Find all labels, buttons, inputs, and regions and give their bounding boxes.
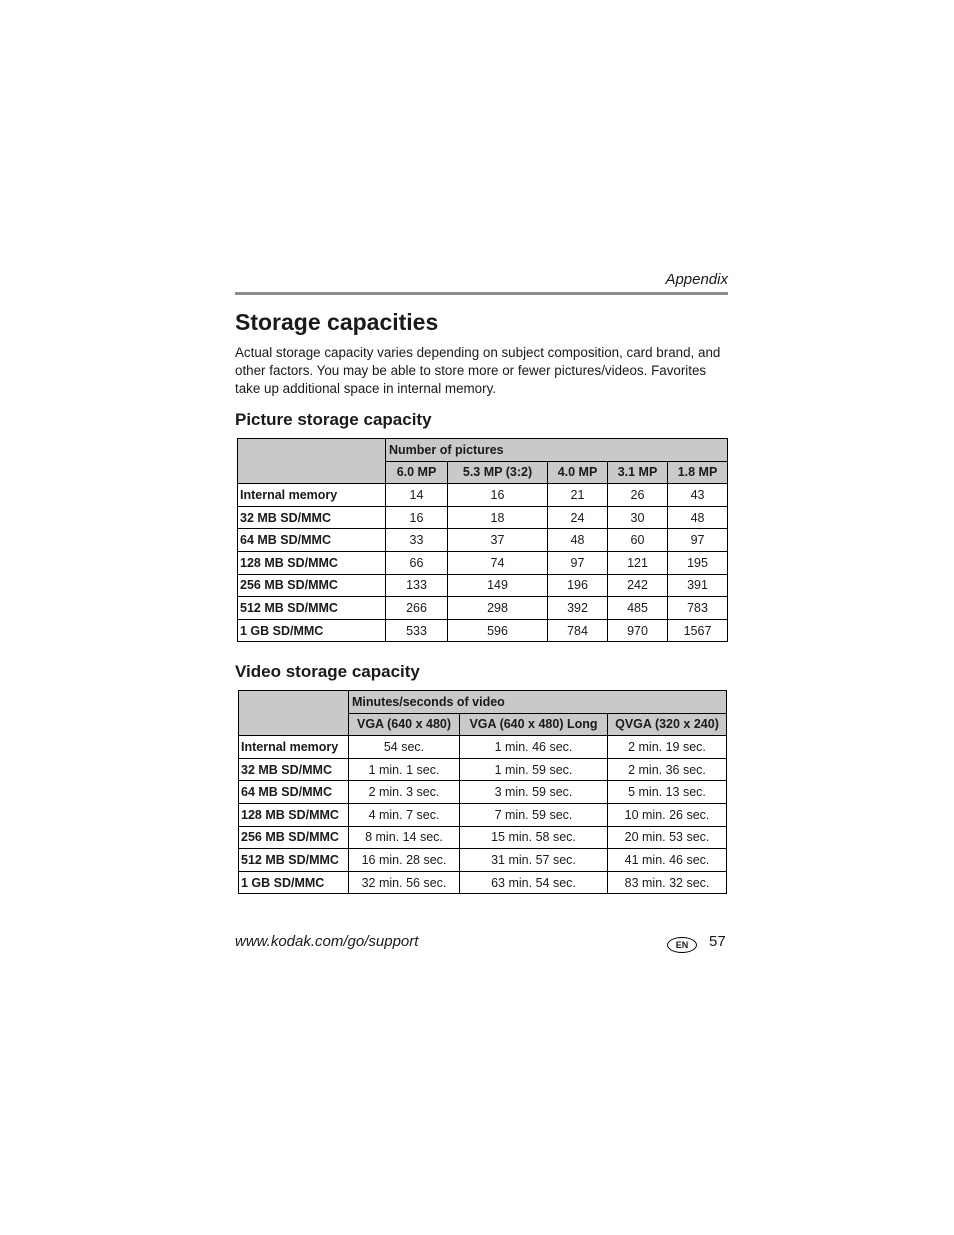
table-cell: 195 (668, 551, 728, 574)
column-header: 4.0 MP (548, 461, 608, 484)
table-cell: 37 (448, 529, 548, 552)
table-cell: 2 min. 36 sec. (608, 758, 727, 781)
row-label: 512 MB SD/MMC (239, 849, 349, 872)
table-cell: 392 (548, 597, 608, 620)
table-cell: 16 min. 28 sec. (349, 849, 460, 872)
table-cell: 30 (608, 506, 668, 529)
table-cell: 21 (548, 484, 608, 507)
table-corner-cell (238, 439, 386, 484)
row-label: Internal memory (239, 736, 349, 759)
column-header: VGA (640 x 480) (349, 713, 460, 736)
table-cell: 97 (548, 551, 608, 574)
table-cell: 33 (386, 529, 448, 552)
table-cell: 43 (668, 484, 728, 507)
table-cell: 14 (386, 484, 448, 507)
picture-storage-table (237, 438, 728, 642)
table-cell: 3 min. 59 sec. (460, 781, 608, 804)
table-cell: 18 (448, 506, 548, 529)
row-label: 32 MB SD/MMC (238, 506, 386, 529)
table-cell: 60 (608, 529, 668, 552)
table-cell: 54 sec. (349, 736, 460, 759)
table-row (239, 871, 727, 894)
table-row (239, 758, 727, 781)
column-header: 6.0 MP (386, 461, 448, 484)
table-cell: 596 (448, 619, 548, 642)
running-header: Appendix (665, 271, 728, 288)
table-cell: 24 (548, 506, 608, 529)
table-cell: 298 (448, 597, 548, 620)
table-row (238, 529, 728, 552)
table-cell: 133 (386, 574, 448, 597)
table-row (238, 619, 728, 642)
group-header: Number of pictures (386, 439, 728, 462)
table-cell: 1 min. 59 sec. (460, 758, 608, 781)
table-cell: 7 min. 59 sec. (460, 803, 608, 826)
table-cell: 485 (608, 597, 668, 620)
table-cell: 391 (668, 574, 728, 597)
table-cell: 74 (448, 551, 548, 574)
table-cell: 32 min. 56 sec. (349, 871, 460, 894)
video-storage-table (238, 690, 727, 894)
column-header: QVGA (320 x 240) (608, 713, 727, 736)
video-storage-title: Video storage capacity (235, 662, 420, 681)
table-cell: 1 min. 46 sec. (460, 736, 608, 759)
table-cell: 1567 (668, 619, 728, 642)
table-cell: 83 min. 32 sec. (608, 871, 727, 894)
table-cell: 15 min. 58 sec. (460, 826, 608, 849)
table-cell: 970 (608, 619, 668, 642)
table-cell: 5 min. 13 sec. (608, 781, 727, 804)
table-cell: 63 min. 54 sec. (460, 871, 608, 894)
table-cell: 31 min. 57 sec. (460, 849, 608, 872)
table-cell: 16 (386, 506, 448, 529)
column-header: 5.3 MP (3:2) (448, 461, 548, 484)
table-row (238, 484, 728, 507)
table-cell: 20 min. 53 sec. (608, 826, 727, 849)
table-cell: 41 min. 46 sec. (608, 849, 727, 872)
table-cell: 97 (668, 529, 728, 552)
row-label: 1 GB SD/MMC (239, 871, 349, 894)
table-cell: 784 (548, 619, 608, 642)
table-cell: 149 (448, 574, 548, 597)
header-rule (235, 292, 728, 295)
table-cell: 48 (668, 506, 728, 529)
table-row (239, 803, 727, 826)
picture-storage-title: Picture storage capacity (235, 410, 432, 429)
row-label: 512 MB SD/MMC (238, 597, 386, 620)
table-cell: 266 (386, 597, 448, 620)
table-cell: 16 (448, 484, 548, 507)
row-label: 64 MB SD/MMC (239, 781, 349, 804)
column-header: 3.1 MP (608, 461, 668, 484)
row-label: 256 MB SD/MMC (239, 826, 349, 849)
table-cell: 10 min. 26 sec. (608, 803, 727, 826)
row-label: 32 MB SD/MMC (239, 758, 349, 781)
table-cell: 121 (608, 551, 668, 574)
table-cell: 48 (548, 529, 608, 552)
column-header: 1.8 MP (668, 461, 728, 484)
table-row (238, 551, 728, 574)
table-cell: 2 min. 19 sec. (608, 736, 727, 759)
table-row (239, 849, 727, 872)
table-cell: 8 min. 14 sec. (349, 826, 460, 849)
table-cell: 533 (386, 619, 448, 642)
table-cell: 26 (608, 484, 668, 507)
page-title: Storage capacities (235, 309, 439, 335)
table-corner-cell (239, 691, 349, 736)
table-cell: 783 (668, 597, 728, 620)
table-cell: 66 (386, 551, 448, 574)
table-row (238, 597, 728, 620)
group-header: Minutes/seconds of video (349, 691, 727, 714)
table-row (238, 506, 728, 529)
support-url: www.kodak.com/go/support (235, 933, 419, 950)
row-label: Internal memory (238, 484, 386, 507)
table-row (238, 574, 728, 597)
table-cell: 4 min. 7 sec. (349, 803, 460, 826)
table-cell: 2 min. 3 sec. (349, 781, 460, 804)
intro-paragraph: Actual storage capacity varies depending on subject composition, card brand, and other factors. You may be able to store more or fewer pictures/videos. Favorites take up additional space in internal memory. (235, 345, 721, 396)
row-label: 128 MB SD/MMC (238, 551, 386, 574)
table-row (239, 736, 727, 759)
table-cell: 1 min. 1 sec. (349, 758, 460, 781)
language-badge: EN (667, 937, 697, 953)
column-header: VGA (640 x 480) Long (460, 713, 608, 736)
table-cell: 242 (608, 574, 668, 597)
row-label: 64 MB SD/MMC (238, 529, 386, 552)
row-label: 128 MB SD/MMC (239, 803, 349, 826)
row-label: 256 MB SD/MMC (238, 574, 386, 597)
table-row (239, 826, 727, 849)
table-cell: 196 (548, 574, 608, 597)
row-label: 1 GB SD/MMC (238, 619, 386, 642)
table-row (239, 781, 727, 804)
page-number: 57 (709, 933, 726, 950)
